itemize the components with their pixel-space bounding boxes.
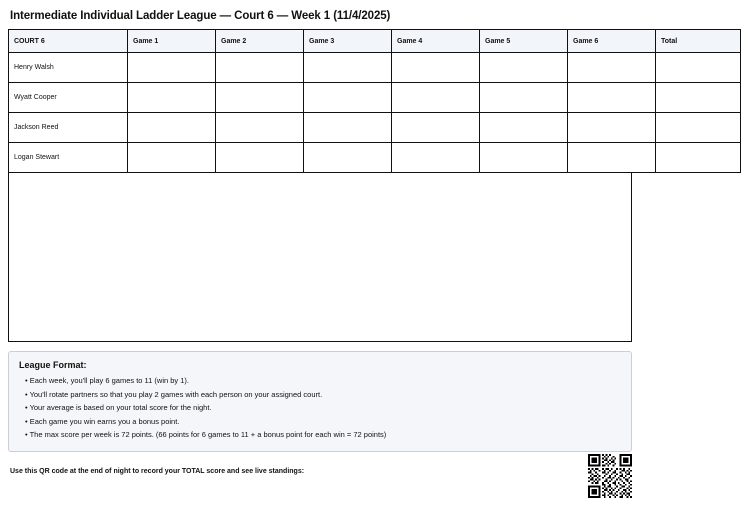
score-cell[interactable]	[480, 83, 568, 113]
total-cell[interactable]	[656, 83, 741, 113]
league-format-line: • Each week, you'll play 6 games to 11 (win by 1).	[25, 376, 189, 385]
column-header-game-3: Game 3	[304, 30, 392, 53]
player-name-cell: Henry Walsh	[9, 53, 128, 83]
score-cell[interactable]	[216, 113, 304, 143]
score-cell[interactable]	[216, 143, 304, 173]
table-row	[9, 53, 741, 83]
score-cell[interactable]	[128, 53, 216, 83]
score-cell[interactable]	[304, 143, 392, 173]
score-cell[interactable]	[128, 113, 216, 143]
column-header-game-5: Game 5	[480, 30, 568, 53]
score-cell[interactable]	[392, 83, 480, 113]
score-cell[interactable]	[568, 143, 656, 173]
column-header-game-1: Game 1	[128, 30, 216, 53]
total-cell[interactable]	[656, 53, 741, 83]
score-cell[interactable]	[216, 53, 304, 83]
score-cell[interactable]	[568, 53, 656, 83]
score-cell[interactable]	[304, 113, 392, 143]
score-table	[8, 29, 741, 173]
column-header-game-4: Game 4	[392, 30, 480, 53]
player-name-cell: Wyatt Cooper	[9, 83, 128, 113]
footer	[8, 464, 632, 508]
total-cell[interactable]	[656, 143, 741, 173]
score-cell[interactable]	[568, 83, 656, 113]
score-cell[interactable]	[392, 53, 480, 83]
table-row	[9, 113, 741, 143]
page-title: Intermediate Individual Ladder League — Court 6 — Week 1 (11/4/2025)	[10, 10, 391, 22]
score-cell[interactable]	[128, 83, 216, 113]
qr-instruction-text: Use this QR code at the end of night to record your TOTAL score and see live standings:	[10, 467, 305, 475]
score-cell[interactable]	[568, 113, 656, 143]
score-cell[interactable]	[480, 113, 568, 143]
column-header-total: Total	[656, 30, 741, 53]
player-name-cell: Logan Stewart	[9, 143, 128, 173]
score-cell[interactable]	[216, 83, 304, 113]
table-header-row	[9, 30, 741, 53]
column-header-game-2: Game 2	[216, 30, 304, 53]
league-format-heading: League Format:	[19, 360, 87, 370]
score-cell[interactable]	[392, 143, 480, 173]
score-cell[interactable]	[304, 53, 392, 83]
league-format-box	[8, 351, 632, 452]
league-format-line: • You'll rotate partners so that you play 2 games with each person on your assigned court.	[25, 389, 323, 399]
league-format-line: • The max score per week is 72 points. (66 points for 6 games to 11 + a bonus point for each win = 72 points)	[25, 430, 387, 439]
total-cell[interactable]	[656, 113, 741, 143]
league-format-line: • Your average is based on your total score for the night.	[25, 403, 212, 412]
qr-code-icon	[588, 454, 632, 498]
score-cell[interactable]	[480, 53, 568, 83]
score-cell[interactable]	[480, 143, 568, 173]
notes-area[interactable]	[8, 173, 632, 342]
table-row	[9, 83, 741, 113]
score-cell[interactable]	[128, 143, 216, 173]
column-header-game-6: Game 6	[568, 30, 656, 53]
table-row	[9, 143, 741, 173]
score-cell[interactable]	[304, 83, 392, 113]
player-name-cell: Jackson Reed	[9, 113, 128, 143]
column-header-court: COURT 6	[9, 30, 128, 53]
league-format-line: • Each game you win earns you a bonus point.	[25, 416, 180, 426]
score-cell[interactable]	[392, 113, 480, 143]
